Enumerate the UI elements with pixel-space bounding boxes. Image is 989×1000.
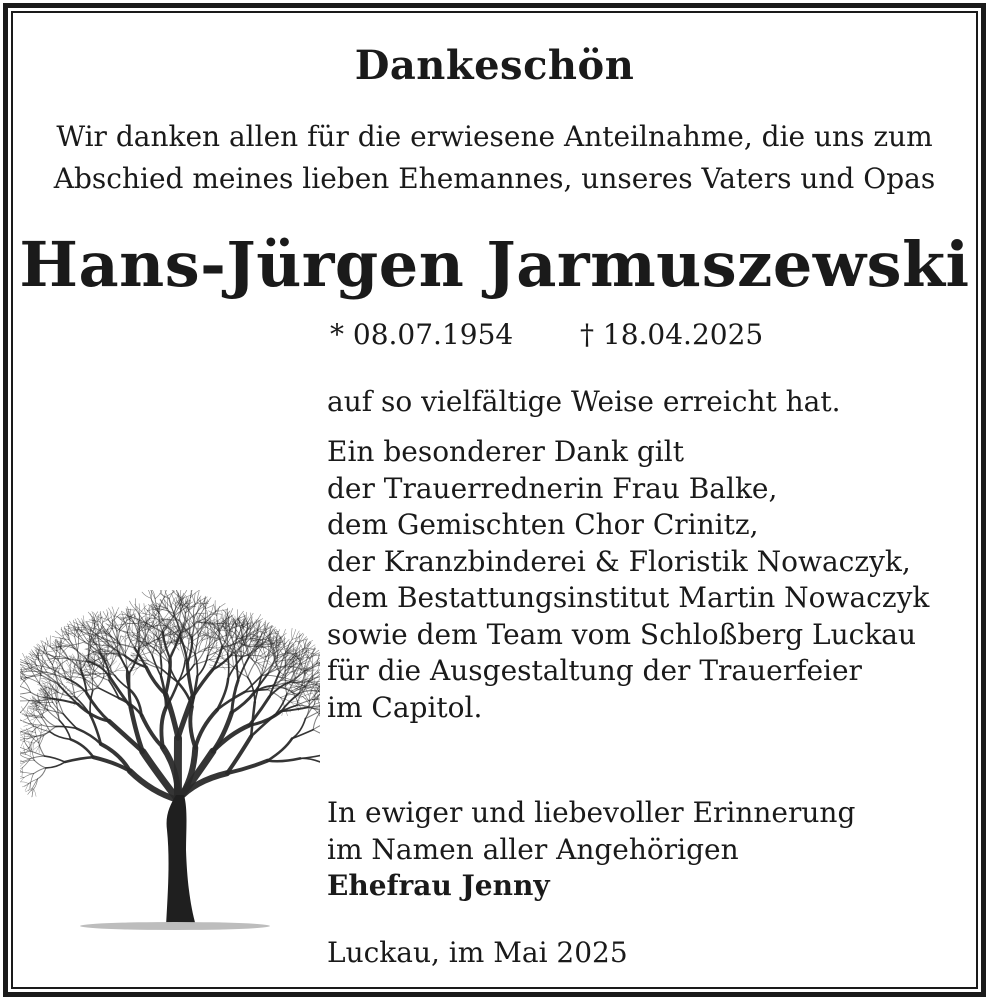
thanks-line: dem Bestattungsinstitut Martin Nowaczyk bbox=[327, 581, 930, 614]
intro-line: Wir danken allen für die erwiesene Anteilnahme, die uns zum bbox=[56, 120, 933, 153]
intro-line: Abschied meines lieben Ehemannes, unseres Vaters und Opas bbox=[53, 162, 936, 195]
thanks-line: sowie dem Team vom Schloßberg Luckau bbox=[327, 617, 917, 651]
closing-line: In ewiger und liebevoller Erinnerung bbox=[327, 796, 856, 829]
place-date: Luckau, im Mai 2025 bbox=[327, 936, 628, 969]
birth-date: * 08.07.1954 bbox=[330, 318, 514, 351]
thanks-line: der Trauerrednerin Frau Balke, bbox=[327, 471, 778, 505]
thanks-block bbox=[327, 434, 929, 726]
continuation-text: auf so vielfältige Weise erreicht hat. bbox=[327, 385, 841, 418]
thanks-line: für die Ausgestaltung der Trauerfeier bbox=[327, 654, 862, 687]
closing-line: im Namen aller Angehörigen bbox=[327, 832, 739, 866]
thanks-line: dem Gemischten Chor Crinitz, bbox=[327, 508, 759, 541]
closing-block bbox=[327, 795, 855, 905]
thanks-line: Ein besonderer Dank gilt bbox=[327, 435, 684, 468]
heading: Dankeschön bbox=[354, 42, 635, 89]
signature: Ehefrau Jenny bbox=[327, 869, 550, 902]
thanks-line: der Kranzbinderei & Floristik Nowaczyk, bbox=[327, 544, 911, 578]
intro-text bbox=[0, 116, 989, 200]
deceased-name: Hans-Jürgen Jarmuszewski bbox=[19, 228, 970, 301]
thanks-line: im Capitol. bbox=[327, 690, 483, 724]
bare-tree-icon bbox=[20, 590, 320, 935]
death-date: † 18.04.2025 bbox=[580, 318, 764, 351]
